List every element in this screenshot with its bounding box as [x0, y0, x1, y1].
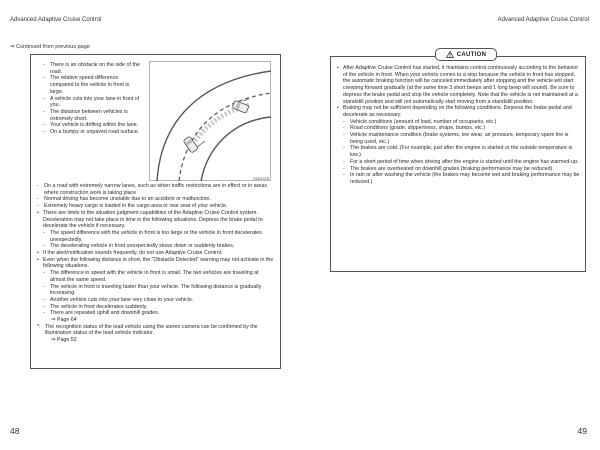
caution-box	[330, 51, 586, 272]
list-item: - On a road with extremely narrow lanes, such as when traffic restrictions are in effect or in areas where construction work is taking place	[37, 183, 267, 196]
page-reference-link[interactable]: ⇒ Page 52	[51, 337, 77, 344]
page-reference-link[interactable]: ⇒ Page 64	[51, 317, 77, 324]
list-item: - The difference in speed with the vehicle in front is small. The two vehicles are traveling at almost the same speed.	[43, 270, 259, 283]
curve-road-illustration	[149, 61, 271, 181]
bullet-item: • If the alert/notification sounds frequently, do not use Adaptive Cruise Control.	[37, 250, 223, 257]
list-item: - The brakes are cold. (For example, just after the engine is started or the outside temperature is low.)	[343, 145, 573, 159]
list-item: - Vehicle conditions (amount of load, number of occupants, etc.)	[343, 118, 497, 125]
list-item: - In rain or after washing the vehicle (the brakes may become wet and braking performance may be reduced.)	[343, 172, 580, 185]
figure-code: S0D1978	[253, 177, 269, 181]
bullet-item: • Braking may not be sufficient depending on the following conditions. Depress the brake pedal and decelerate as necessary.	[337, 105, 572, 118]
bullet-item: • Even when the following distance is short, the “Obstacle Detected” warning may not activate in the following situations.	[37, 256, 274, 270]
list-item: - The speed difference with the vehicle in front is too large or the vehicle in front decelerates unexpectedly.	[43, 229, 262, 243]
list-item: - Road conditions (grade, slipperiness, shape, bumps, etc.)	[343, 125, 486, 132]
right-page	[300, 0, 600, 450]
page-header: Advanced Adaptive Cruise Control	[497, 17, 589, 23]
left-caution-text	[37, 183, 275, 344]
list-item: - The relative speed difference compared to the vehicle in front is large.	[43, 75, 130, 95]
list-item: - Your vehicle is drifting within the lane.	[43, 122, 139, 129]
footnote: *: The recognition status of the lead vehicle using the stereo camera can be confirmed by the illumination status of the lead vehicle indicator.	[37, 323, 258, 337]
list-item: - There is an obstacle on the side of the road.	[43, 62, 140, 75]
list-item: - On a bumpy or unpaved road surface.	[43, 129, 140, 136]
bullet-item: • After Adaptive Cruise Control has started, it maintains control continuously according to the behavior of the vehicle in front. When your vehicle comes to a stop because the vehicle in front has stopped, the automatic braking function will be canceled immediately after stopping and the vehicle will start creeping forward gradually (at the same time 3 short beeps and 1 long beep will sound). Be sure to depress the brake pedal and stop the vehicle completely. Note that the vehicle is not maintained at a standstill position and will not automatically start moving from a standstill position.	[337, 65, 578, 105]
list-item: - The vehicle in front decelerates suddenly.	[43, 303, 148, 310]
list-item: - Another vehicle cuts into your lane very close to your vehicle.	[43, 296, 194, 303]
caution-title: CAUTION	[456, 51, 487, 58]
page-header: Advanced Adaptive Cruise Control	[10, 17, 102, 23]
list-item: - A vehicle cuts into your lane in front of you.	[43, 95, 140, 109]
road-curve-icon	[149, 61, 271, 181]
list-item: - There are repeated uphill and downhill grades.	[43, 310, 160, 317]
list-item: - Vehicle maintenance condition (brake systems, tire wear, air pressure, temporary spare tire is being used, etc.)	[343, 132, 569, 145]
page-number: 48	[10, 426, 20, 436]
page-number: 49	[577, 426, 587, 436]
list-item: - For a short period of time when driving after the engine is started until the engine has warmed-up.	[343, 158, 579, 165]
bullet-item: • There are limits to the situation judgment capabilities of the Adaptive Cruise Control system. Deceleration may not take place in time in the following situations. Depress the brake pedal to decelerate the vehicle if necessary.	[37, 209, 263, 230]
list-item: - The decelerating vehicle in front unexpectedly slows down or suddenly brakes.	[43, 243, 235, 250]
figure-condition-list	[43, 62, 143, 136]
warning-triangle-icon	[446, 51, 454, 58]
continued-note: ⇒ Continued from previous page	[10, 44, 90, 50]
list-item: - The brakes are overheated on downhill grades (braking performance may be reduced).	[343, 165, 554, 172]
caution-continued-box	[30, 54, 281, 369]
caution-heading	[435, 48, 497, 61]
list-item: - The distance between vehicles is extremely short.	[43, 108, 128, 122]
list-item: - Extremely heavy cargo is loaded in the cargo area or rear seat of your vehicle.	[37, 203, 228, 210]
list-item: - Normal driving has become unstable due to an accident or malfunction.	[37, 196, 211, 203]
list-item: - The vehicle in front is traveling faster than your vehicle. The following distance is gradually increasing.	[43, 283, 262, 297]
right-caution-text	[337, 65, 581, 186]
